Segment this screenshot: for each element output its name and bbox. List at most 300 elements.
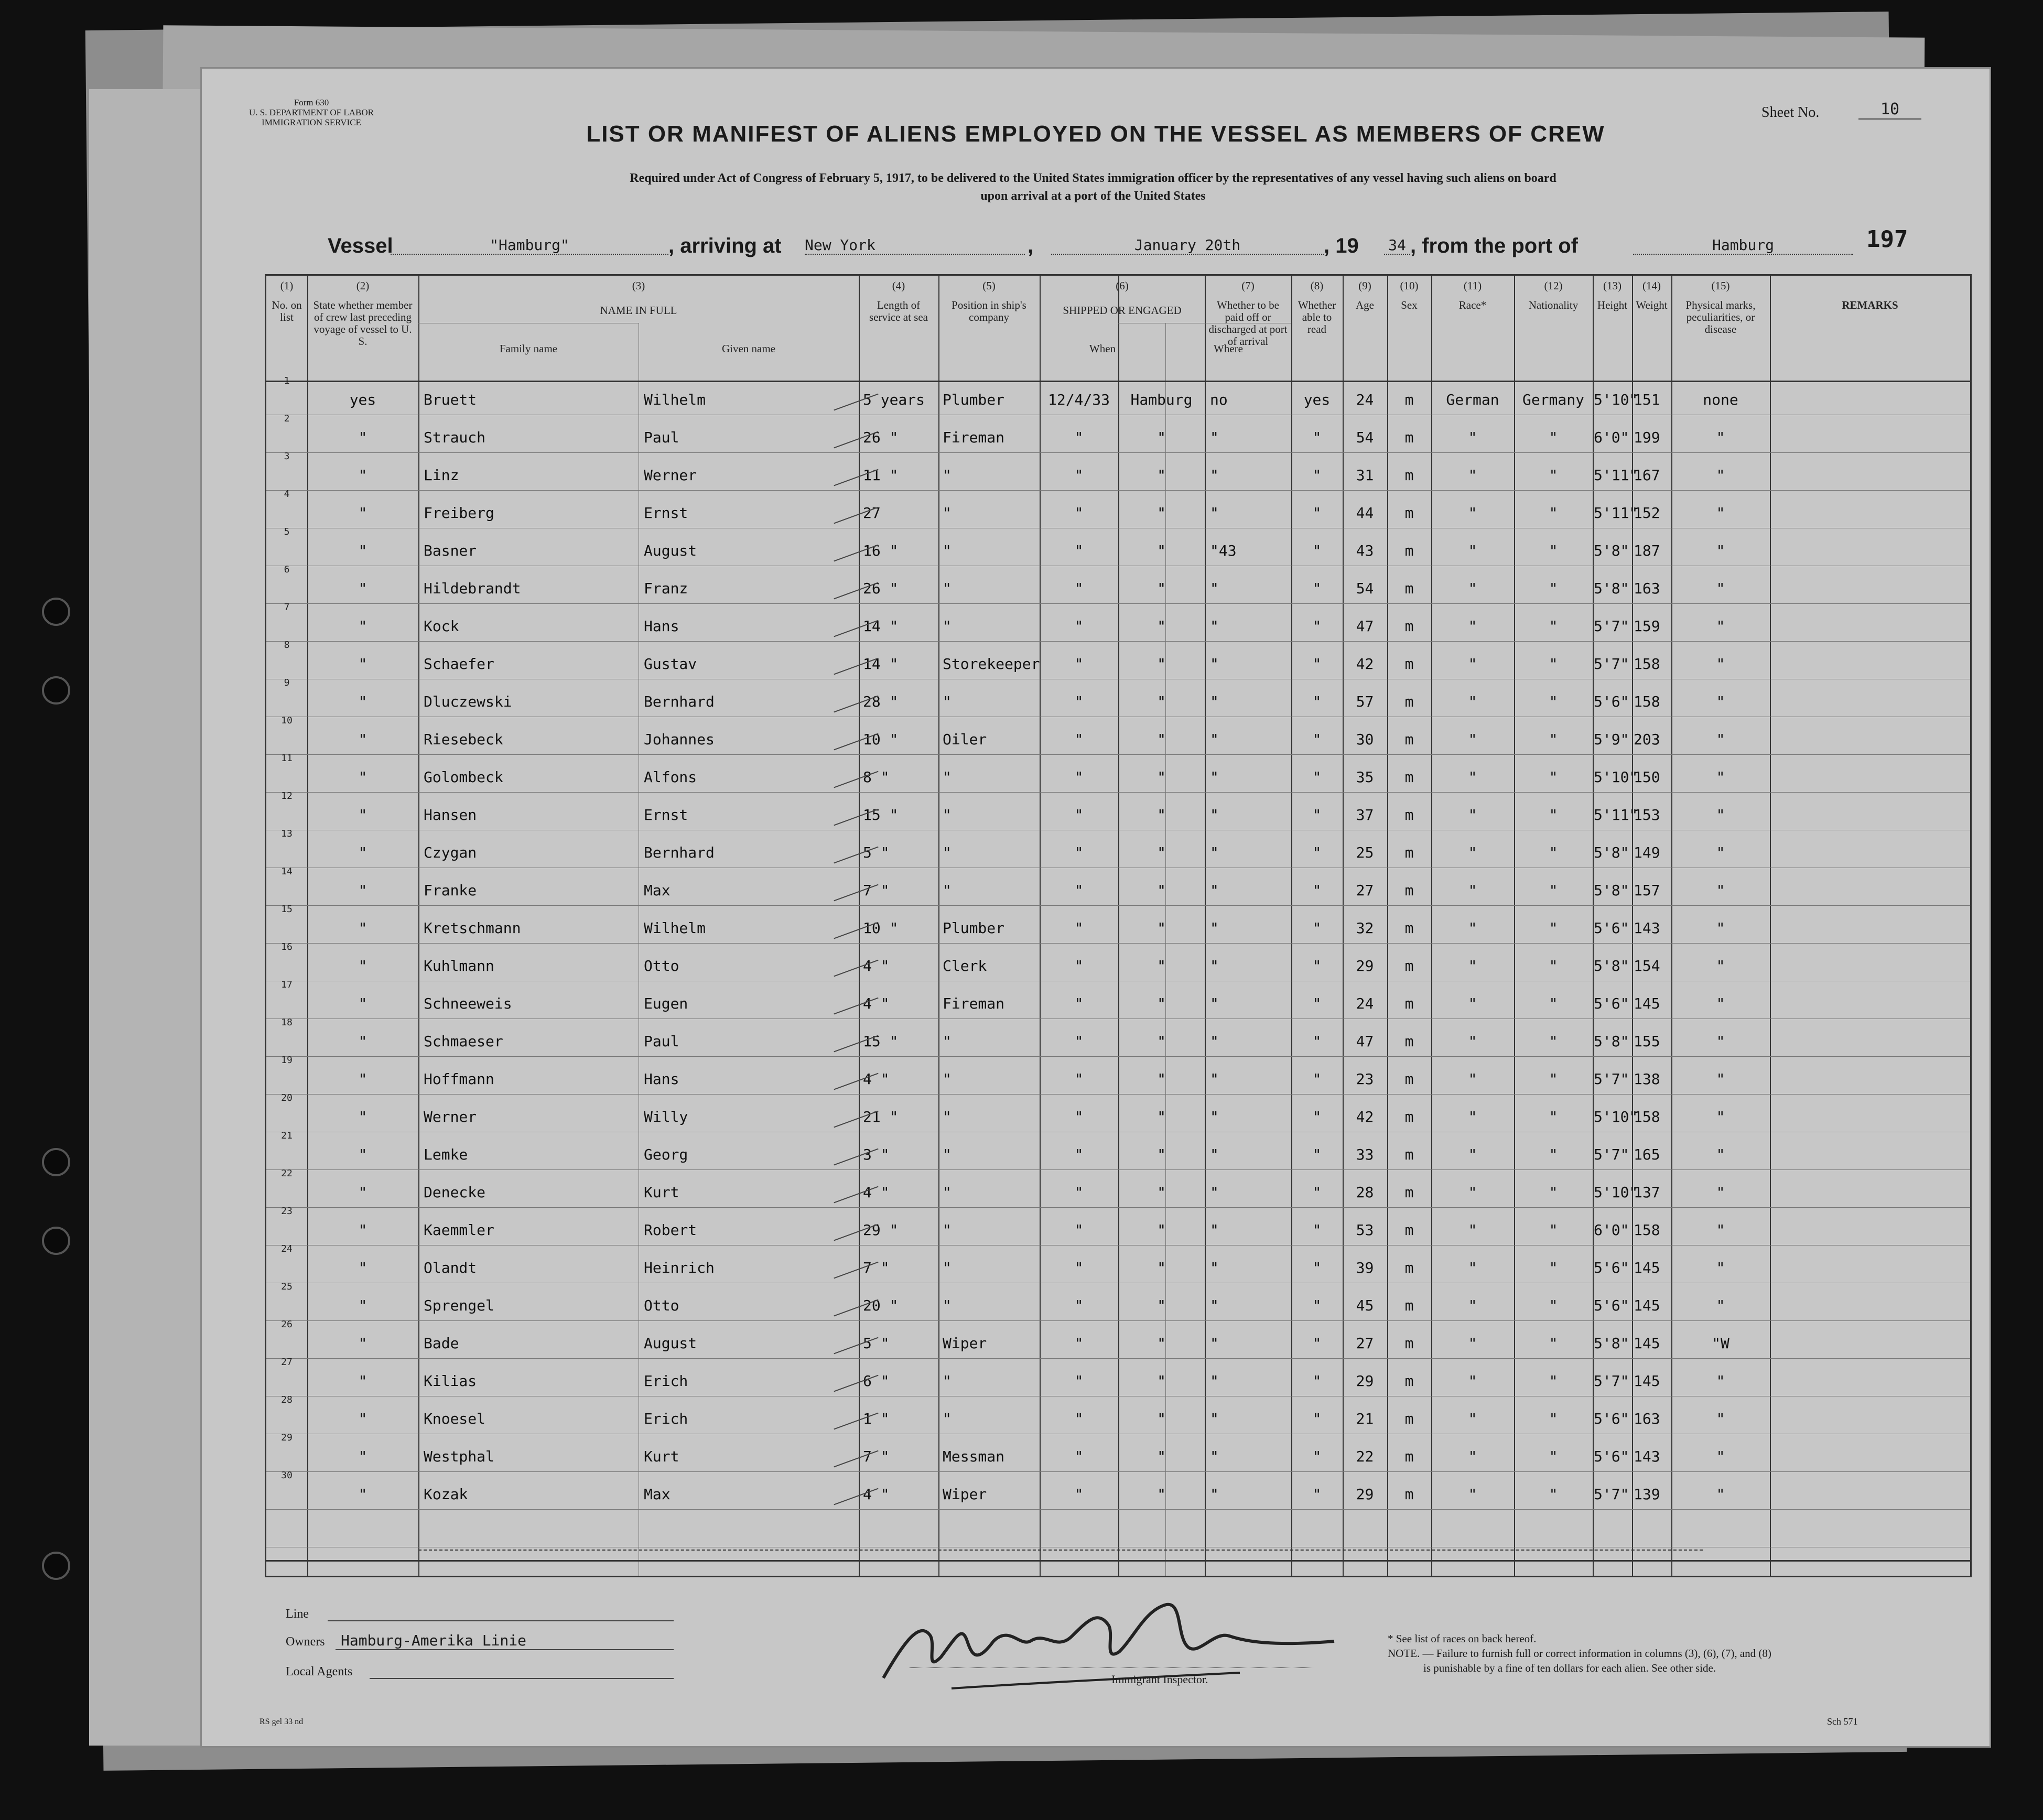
service-length-cell: 15 ": [863, 806, 899, 824]
column-number: (3): [632, 279, 645, 292]
age-cell: 54: [1356, 429, 1374, 446]
nationality-cell: ": [1549, 618, 1558, 635]
weight-cell: 145: [1634, 1259, 1660, 1276]
shipped-where-cell: ": [1157, 919, 1166, 937]
age-cell: 27: [1356, 1335, 1374, 1352]
column-header: Age: [1356, 299, 1374, 311]
prior-voyage-cell: ": [358, 618, 367, 635]
race-cell: ": [1468, 429, 1477, 446]
sheet-number: 10: [1858, 100, 1921, 120]
weight-cell: 137: [1634, 1184, 1660, 1201]
shipped-when-cell: ": [1074, 542, 1084, 559]
position-cell: ": [943, 542, 952, 559]
weight-cell: 145: [1634, 1335, 1660, 1352]
sex-cell: m: [1404, 957, 1414, 974]
age-cell: 24: [1356, 995, 1374, 1012]
sex-cell: m: [1404, 655, 1414, 673]
family-name-cell: Basner: [424, 542, 477, 559]
row-number: 26: [281, 1319, 293, 1330]
column-number: (13): [1603, 279, 1622, 292]
age-cell: 39: [1356, 1259, 1374, 1276]
column-header: State whether member of crew last preceding voyage of vessel to U. S.: [313, 299, 413, 348]
able-to-read-cell: ": [1312, 580, 1322, 597]
prior-voyage-cell: ": [358, 1410, 367, 1427]
paid-off-cell: ": [1210, 655, 1219, 673]
age-cell: 44: [1356, 504, 1374, 522]
race-cell: ": [1468, 504, 1477, 522]
sex-cell: m: [1404, 504, 1414, 522]
able-to-read-cell: ": [1312, 1070, 1322, 1088]
family-name-cell: Westphal: [424, 1448, 494, 1465]
physical-marks-cell: ": [1716, 618, 1725, 635]
prior-voyage-cell: ": [358, 1221, 367, 1239]
nationality-cell: ": [1549, 1410, 1558, 1427]
vessel-name: "Hamburg": [391, 236, 668, 255]
nationality-cell: ": [1549, 1372, 1558, 1390]
race-cell: ": [1468, 693, 1477, 710]
service-length-cell: 15 ": [863, 1033, 899, 1050]
prior-voyage-cell: ": [358, 542, 367, 559]
given-name-cell: Alfons: [644, 768, 697, 786]
paid-off-cell: ": [1210, 429, 1219, 446]
column-number: (9): [1358, 279, 1371, 292]
able-to-read-cell: ": [1312, 655, 1322, 673]
shipped-where-cell: ": [1157, 882, 1166, 899]
weight-cell: 167: [1634, 467, 1660, 484]
height-cell: 5'6": [1594, 1259, 1629, 1276]
shipped-where-cell: ": [1157, 1486, 1166, 1503]
given-name-cell: Ernst: [644, 504, 688, 522]
race-cell: ": [1468, 1297, 1477, 1314]
races-note: * See list of races on back hereof.: [1388, 1632, 1537, 1645]
shipped-when-cell: ": [1074, 1372, 1084, 1390]
nationality-cell: ": [1549, 1448, 1558, 1465]
service-length-cell: 10 ": [863, 731, 899, 748]
column-number: (7): [1241, 279, 1255, 292]
shipped-when-cell: ": [1074, 429, 1084, 446]
row-line: [266, 1320, 1970, 1321]
position-cell: ": [943, 882, 952, 899]
race-cell: ": [1468, 1372, 1477, 1390]
physical-marks-cell: ": [1716, 1372, 1725, 1390]
family-name-cell: Golombeck: [424, 768, 503, 786]
age-cell: 24: [1356, 391, 1374, 408]
weight-cell: 158: [1634, 1108, 1660, 1125]
position-cell: ": [943, 844, 952, 861]
service-length-cell: 4 ": [863, 1184, 890, 1201]
able-to-read-cell: ": [1312, 1259, 1322, 1276]
row-line: [266, 490, 1970, 491]
shipped-where-cell: ": [1157, 618, 1166, 635]
prior-voyage-cell: ": [358, 844, 367, 861]
able-to-read-cell: ": [1312, 504, 1322, 522]
given-name-cell: Werner: [644, 467, 697, 484]
service-length-cell: 21 ": [863, 1108, 899, 1125]
column-number: (5): [982, 279, 996, 292]
prior-voyage-cell: ": [358, 1033, 367, 1050]
row-number: 22: [281, 1168, 293, 1179]
service-length-cell: 29 ": [863, 1221, 899, 1239]
column-number: (2): [356, 279, 370, 292]
row-number: 25: [281, 1281, 293, 1292]
service-length-cell: 10 ": [863, 919, 899, 937]
race-cell: ": [1468, 1486, 1477, 1503]
race-cell: ": [1468, 467, 1477, 484]
able-to-read-cell: ": [1312, 1448, 1322, 1465]
column-divider: [418, 276, 419, 1576]
able-to-read-cell: ": [1312, 1410, 1322, 1427]
arrival-date: January 20th: [1051, 236, 1324, 255]
family-name-cell: Denecke: [424, 1184, 486, 1201]
given-name-cell: Franz: [644, 580, 688, 597]
height-cell: 5'7": [1594, 1146, 1629, 1163]
height-cell: 5'6": [1594, 919, 1629, 937]
given-name-cell: Heinrich: [644, 1259, 715, 1276]
local-agents-label: Local Agents: [286, 1665, 353, 1678]
service-length-cell: 5 ": [863, 1335, 890, 1352]
column-number: (8): [1310, 279, 1324, 292]
header-bottom-line: [266, 381, 1970, 382]
weight-cell: 199: [1634, 429, 1660, 446]
shipped-when-cell: ": [1074, 618, 1084, 635]
row-number: 1: [284, 375, 290, 386]
service-length-cell: 5 years: [863, 391, 925, 408]
sex-cell: m: [1404, 580, 1414, 597]
print-code: RS gel 33 nd: [260, 1717, 304, 1726]
height-cell: 5'6": [1594, 693, 1629, 710]
weight-cell: 203: [1634, 731, 1660, 748]
prior-voyage-cell: ": [358, 1108, 367, 1125]
shipped-when-cell: ": [1074, 768, 1084, 786]
given-name-cell: Otto: [644, 1297, 679, 1314]
family-name-cell: Freiberg: [424, 504, 494, 522]
service-length-cell: 14 ": [863, 618, 899, 635]
row-number: 15: [281, 904, 293, 915]
age-cell: 32: [1356, 919, 1374, 937]
height-cell: 5'11": [1594, 467, 1638, 484]
nationality-cell: ": [1549, 957, 1558, 974]
shipped-where-cell: ": [1157, 542, 1166, 559]
height-cell: 5'8": [1594, 844, 1629, 861]
paid-off-cell: ": [1210, 1410, 1219, 1427]
physical-marks-cell: ": [1716, 429, 1725, 446]
row-number: 2: [284, 413, 290, 424]
race-cell: ": [1468, 768, 1477, 786]
height-cell: 5'8": [1594, 957, 1629, 974]
owners-label: Owners: [286, 1635, 325, 1649]
shipped-where-cell: ": [1157, 806, 1166, 824]
row-line: [266, 792, 1970, 793]
nationality-cell: ": [1549, 429, 1558, 446]
family-name-cell: Strauch: [424, 429, 486, 446]
prior-voyage-cell: ": [358, 882, 367, 899]
prior-voyage-cell: ": [358, 1448, 367, 1465]
position-cell: Plumber: [943, 919, 1005, 937]
nationality-cell: ": [1549, 1184, 1558, 1201]
physical-marks-cell: ": [1716, 542, 1725, 559]
column-subheader: Where: [1214, 342, 1243, 355]
service-length-cell: 7 ": [863, 882, 890, 899]
physical-marks-cell: ": [1716, 1448, 1725, 1465]
column-header: Physical marks, peculiarities, or disease: [1685, 299, 1756, 335]
sex-cell: m: [1404, 1221, 1414, 1239]
physical-marks-cell: ": [1716, 806, 1725, 824]
physical-marks-cell: ": [1716, 1486, 1725, 1503]
given-name-cell: Hans: [644, 618, 679, 635]
age-cell: 25: [1356, 844, 1374, 861]
column-number: (11): [1463, 279, 1482, 292]
shipped-when-cell: ": [1074, 957, 1084, 974]
family-name-cell: Riesebeck: [424, 731, 503, 748]
shipped-where-cell: ": [1157, 957, 1166, 974]
sex-cell: m: [1404, 806, 1414, 824]
table-bottom-line: [266, 1560, 1970, 1562]
age-cell: 29: [1356, 1486, 1374, 1503]
weight-cell: 158: [1634, 655, 1660, 673]
physical-marks-cell: ": [1716, 731, 1725, 748]
column-header: SHIPPED OR ENGAGED: [1063, 304, 1182, 317]
column-subheader: When: [1089, 342, 1116, 355]
race-cell: ": [1468, 542, 1477, 559]
shipped-when-cell: ": [1074, 1184, 1084, 1201]
physical-marks-cell: ": [1716, 1070, 1725, 1088]
page-title: LIST OR MANIFEST OF ALIENS EMPLOYED ON THE VESSEL AS MEMBERS OF CREW: [586, 121, 1605, 147]
end-dashes: [418, 1550, 1703, 1551]
family-name-cell: Kaemmler: [424, 1221, 494, 1239]
weight-cell: 163: [1634, 1410, 1660, 1427]
paid-off-cell: ": [1210, 618, 1219, 635]
position-cell: Storekeeper: [943, 655, 1040, 673]
prior-voyage-cell: ": [358, 806, 367, 824]
prior-voyage-cell: ": [358, 504, 367, 522]
race-cell: ": [1468, 1335, 1477, 1352]
nationality-cell: ": [1549, 919, 1558, 937]
position-cell: ": [943, 1297, 952, 1314]
race-cell: ": [1468, 1184, 1477, 1201]
race-cell: ": [1468, 731, 1477, 748]
physical-marks-cell: ": [1716, 693, 1725, 710]
race-cell: ": [1468, 844, 1477, 861]
shipped-when-cell: ": [1074, 1448, 1084, 1465]
age-cell: 31: [1356, 467, 1374, 484]
able-to-read-cell: ": [1312, 806, 1322, 824]
shipped-when-cell: ": [1074, 504, 1084, 522]
line-label: Line: [286, 1607, 309, 1621]
age-cell: 33: [1356, 1146, 1374, 1163]
row-number: 18: [281, 1017, 293, 1028]
row-number: 30: [281, 1470, 293, 1481]
service-length-cell: 7 ": [863, 1259, 890, 1276]
shipped-when-cell: ": [1074, 1033, 1084, 1050]
department: U. S. DEPARTMENT OF LABOR: [249, 107, 374, 117]
service-length-cell: 8 ": [863, 768, 890, 786]
physical-marks-cell: ": [1716, 768, 1725, 786]
nationality-cell: ": [1549, 655, 1558, 673]
given-name-cell: Gustav: [644, 655, 697, 673]
sex-cell: m: [1404, 1448, 1414, 1465]
position-cell: Wiper: [943, 1486, 987, 1503]
paid-off-cell: ": [1210, 919, 1219, 937]
nationality-cell: ": [1549, 844, 1558, 861]
year-prefix: , 19: [1324, 234, 1359, 257]
age-cell: 45: [1356, 1297, 1374, 1314]
service-length-cell: 4 ": [863, 1486, 890, 1503]
column-divider: [1770, 276, 1771, 1576]
paid-off-cell: ": [1210, 693, 1219, 710]
prior-voyage-cell: ": [358, 1146, 367, 1163]
position-cell: ": [943, 618, 952, 635]
shipped-when-cell: ": [1074, 919, 1084, 937]
shipped-where-cell: ": [1157, 429, 1166, 446]
able-to-read-cell: ": [1312, 693, 1322, 710]
given-name-cell: Wilhelm: [644, 391, 706, 408]
height-cell: 5'8": [1594, 1335, 1629, 1352]
row-number: 28: [281, 1394, 293, 1405]
column-divider: [859, 276, 860, 1576]
paid-off-cell: ": [1210, 1221, 1219, 1239]
sex-cell: m: [1404, 995, 1414, 1012]
paid-off-cell: ": [1210, 844, 1219, 861]
row-number: 8: [284, 640, 290, 651]
height-cell: 5'6": [1594, 1448, 1629, 1465]
sex-cell: m: [1404, 1033, 1414, 1050]
binder-hole: [42, 1148, 70, 1176]
nationality-cell: ": [1549, 1486, 1558, 1503]
row-line: [266, 1509, 1970, 1510]
shipped-when-cell: ": [1074, 467, 1084, 484]
given-name-cell: Max: [644, 1486, 671, 1503]
shipped-where-cell: ": [1157, 1410, 1166, 1427]
nationality-cell: ": [1549, 995, 1558, 1012]
race-cell: ": [1468, 1448, 1477, 1465]
shipped-where-cell: ": [1157, 504, 1166, 522]
weight-cell: 145: [1634, 1372, 1660, 1390]
shipped-when-cell: 12/4/33: [1047, 391, 1110, 408]
weight-cell: 157: [1634, 882, 1660, 899]
nationality-cell: ": [1549, 806, 1558, 824]
shipped-when-cell: ": [1074, 1108, 1084, 1125]
column-number: (15): [1711, 279, 1730, 292]
height-cell: 5'9": [1594, 731, 1629, 748]
family-name-cell: Hoffmann: [424, 1070, 494, 1088]
given-name-cell: Robert: [644, 1221, 697, 1239]
paid-off-cell: ": [1210, 882, 1219, 899]
sex-cell: m: [1404, 768, 1414, 786]
inspector-label: Immigrant Inspector.: [1111, 1673, 1208, 1686]
service-length-cell: 5 ": [863, 844, 890, 861]
able-to-read-cell: ": [1312, 1297, 1322, 1314]
column-subheader: Given name: [721, 342, 776, 355]
paid-off-cell: ": [1210, 1070, 1219, 1088]
column-divider: [1205, 276, 1206, 1576]
physical-marks-cell: ": [1716, 504, 1725, 522]
row-line: [266, 1094, 1970, 1095]
given-name-cell: Johannes: [644, 731, 715, 748]
paid-off-cell: ": [1210, 1259, 1219, 1276]
age-cell: 29: [1356, 1372, 1374, 1390]
prior-voyage-cell: ": [358, 768, 367, 786]
given-name-cell: Paul: [644, 1033, 679, 1050]
shipped-when-cell: ": [1074, 995, 1084, 1012]
service-length-cell: 4 ": [863, 1070, 890, 1088]
service-length-cell: 14 ": [863, 655, 899, 673]
age-cell: 42: [1356, 655, 1374, 673]
race-cell: ": [1468, 957, 1477, 974]
prior-voyage-cell: ": [358, 1259, 367, 1276]
from-label: , from the port of: [1410, 234, 1578, 257]
sex-cell: m: [1404, 1184, 1414, 1201]
service-length-cell: 7 ": [863, 1448, 890, 1465]
shipped-when-cell: ": [1074, 655, 1084, 673]
shipped-when-cell: ": [1074, 1070, 1084, 1088]
age-cell: 42: [1356, 1108, 1374, 1125]
family-name-cell: Sprengel: [424, 1297, 494, 1314]
race-cell: ": [1468, 1070, 1477, 1088]
stamp-number: 197: [1866, 226, 1908, 253]
nationality-cell: ": [1549, 1259, 1558, 1276]
year-suffix: 34: [1384, 236, 1410, 255]
row-line: [266, 1358, 1970, 1359]
column-number: (12): [1544, 279, 1563, 292]
column-header: Height: [1597, 299, 1628, 311]
note-line-2: is punishable by a fine of ten dollars for each alien. See other side.: [1423, 1662, 1716, 1674]
paid-off-cell: ": [1210, 1335, 1219, 1352]
paid-off-cell: ": [1210, 1146, 1219, 1163]
column-header: No. on list: [272, 299, 302, 323]
age-cell: 21: [1356, 1410, 1374, 1427]
position-cell: ": [943, 1372, 952, 1390]
service-length-cell: 4 ": [863, 995, 890, 1012]
given-name-cell: Bernhard: [644, 844, 715, 861]
weight-cell: 143: [1634, 919, 1660, 937]
age-cell: 29: [1356, 957, 1374, 974]
row-number: 29: [281, 1432, 293, 1443]
height-cell: 5'6": [1594, 1297, 1629, 1314]
race-cell: ": [1468, 618, 1477, 635]
shipped-when-cell: ": [1074, 693, 1084, 710]
height-cell: 5'6": [1594, 995, 1629, 1012]
able-to-read-cell: ": [1312, 1486, 1322, 1503]
service-length-cell: 26 ": [863, 580, 899, 597]
prior-voyage-cell: ": [358, 1486, 367, 1503]
position-cell: Messman: [943, 1448, 1005, 1465]
sex-cell: m: [1404, 1372, 1414, 1390]
prior-voyage-cell: ": [358, 919, 367, 937]
weight-cell: 150: [1634, 768, 1660, 786]
row-number: 14: [281, 866, 293, 877]
physical-marks-cell: ": [1716, 1108, 1725, 1125]
column-header: Nationality: [1528, 299, 1579, 311]
physical-marks-cell: ": [1716, 1259, 1725, 1276]
owners-value: Hamburg-Amerika Linie: [341, 1632, 527, 1649]
family-name-cell: Schneeweis: [424, 995, 512, 1012]
position-cell: ": [943, 1070, 952, 1088]
prior-voyage-cell: ": [358, 995, 367, 1012]
nationality-cell: Germany: [1522, 391, 1584, 408]
able-to-read-cell: ": [1312, 844, 1322, 861]
shipped-where-cell: ": [1157, 1448, 1166, 1465]
sex-cell: m: [1404, 1259, 1414, 1276]
position-cell: Wiper: [943, 1335, 987, 1352]
row-number: 27: [281, 1357, 293, 1368]
paid-off-cell: ": [1210, 580, 1219, 597]
family-name-cell: Dluczewski: [424, 693, 512, 710]
family-name-cell: Schmaeser: [424, 1033, 503, 1050]
position-cell: ": [943, 467, 952, 484]
service-length-cell: 1 ": [863, 1410, 890, 1427]
nationality-cell: ": [1549, 542, 1558, 559]
shipped-when-cell: ": [1074, 1335, 1084, 1352]
